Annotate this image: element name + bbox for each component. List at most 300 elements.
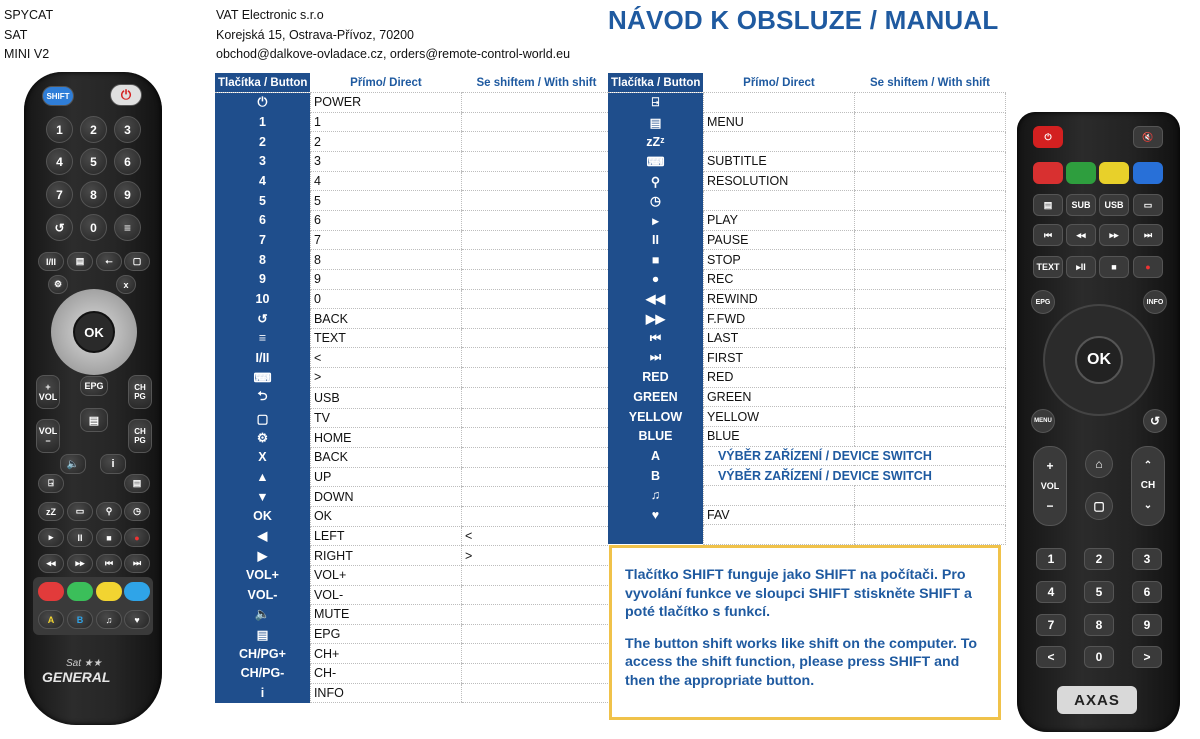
vol-label: VOL	[38, 426, 58, 436]
shift-cell	[854, 93, 1005, 113]
play-icon[interactable]: ▸	[38, 528, 64, 547]
vol-minus-button[interactable]	[36, 419, 60, 453]
button-key: X	[215, 448, 310, 468]
model-info	[4, 6, 53, 65]
direct-cell: PAUSE	[703, 230, 854, 250]
table-row	[215, 289, 611, 309]
shift-cell	[854, 269, 1005, 289]
shift-note	[609, 545, 1001, 720]
audio-icon[interactable]: I/II	[38, 252, 64, 271]
shift-cell	[854, 505, 1005, 525]
table-row	[215, 309, 611, 329]
direct-cell: F.FWD	[703, 309, 854, 329]
shift-cell	[854, 368, 1005, 388]
device-switch-cell: VÝBĚR ZAŘÍZENÍ / DEVICE SWITCH	[703, 466, 1005, 486]
usb-icon[interactable]: ⭠	[96, 252, 122, 271]
direct-cell: TEXT	[310, 328, 461, 348]
key-0[interactable]: 0	[80, 214, 107, 241]
menu-button[interactable]: MENU	[1031, 409, 1055, 433]
back-arrow-icon[interactable]: ↺	[1143, 409, 1167, 433]
record-icon[interactable]: ●	[124, 528, 150, 547]
table-row	[215, 269, 611, 289]
shift-cell	[461, 368, 611, 388]
stop-icon[interactable]: ■	[96, 528, 122, 547]
key-8[interactable]: 8	[80, 181, 107, 208]
vol-label: VOL	[1040, 481, 1060, 491]
key-4[interactable]: 4	[1036, 581, 1066, 603]
subtitle-icon[interactable]: ▭	[1133, 194, 1163, 216]
company-name: VAT Electronic s.r.o	[216, 8, 324, 22]
direct-cell: 5	[310, 191, 461, 211]
clock-icon[interactable]: ◷	[124, 502, 150, 521]
remote-general	[24, 72, 162, 725]
shift-cell	[461, 269, 611, 289]
model-line-2: SAT	[4, 27, 28, 42]
tv-radio-icon: ▢	[215, 408, 310, 428]
tv-icon[interactable]: ▢	[1085, 492, 1113, 520]
direct-cell: REC	[703, 269, 854, 289]
direct-cell: USB	[310, 387, 461, 408]
direct-cell: BACK	[310, 309, 461, 329]
company-email[interactable]: obchod@dalkove-ovladace.cz, orders@remote-control-world.eu	[216, 47, 571, 61]
blue-button[interactable]	[124, 582, 150, 601]
direct-cell: SUBTITLE	[703, 152, 854, 172]
direct-cell	[703, 132, 854, 152]
subtitle-icon[interactable]: ▭	[67, 502, 93, 521]
epg-icon[interactable]: ▤	[80, 408, 108, 432]
rewind-icon[interactable]: ◂◂	[1066, 224, 1096, 246]
shift-cell	[461, 448, 611, 468]
button-key: 8	[215, 250, 310, 270]
direct-cell: YELLOW	[703, 407, 854, 427]
shift-cell	[854, 328, 1005, 348]
direct-cell: 7	[310, 230, 461, 250]
ch-up-button[interactable]: CH PG	[128, 375, 152, 409]
epg-icon: ▤	[215, 624, 310, 644]
table-row	[608, 171, 1005, 191]
shift-cell	[854, 427, 1005, 447]
key-2[interactable]: 2	[1084, 548, 1114, 570]
direct-cell: LEFT	[310, 526, 461, 546]
table-row	[608, 191, 1005, 211]
table-row	[608, 407, 1005, 427]
table-row	[608, 485, 1005, 505]
key-6[interactable]: 6	[114, 148, 141, 175]
yellow-button[interactable]	[96, 582, 122, 601]
vol-minus-glyph: −	[45, 436, 51, 446]
ch-label: CH	[1140, 480, 1156, 491]
table-row	[215, 428, 611, 448]
shift-cell	[854, 387, 1005, 407]
key-left[interactable]: <	[1036, 646, 1066, 668]
info-button[interactable]: INFO	[1143, 290, 1167, 314]
shift-cell	[854, 112, 1005, 132]
record-icon[interactable]: ●	[1133, 256, 1163, 278]
menu-icon[interactable]: ▤	[124, 474, 150, 493]
direct-cell: RED	[703, 368, 854, 388]
sleep-icon[interactable]: zZ	[38, 502, 64, 521]
button-key: CH/PG+	[215, 644, 310, 664]
direct-cell: EPG	[310, 624, 461, 644]
vol-rocker[interactable]	[1033, 446, 1067, 526]
button-key: GREEN	[608, 387, 703, 407]
direct-cell: 0	[310, 289, 461, 309]
shift-cell	[854, 525, 1005, 545]
key-6[interactable]: 6	[1132, 581, 1162, 603]
button-key: i	[215, 683, 310, 703]
direct-cell: 3	[310, 152, 461, 172]
table-row	[215, 230, 611, 250]
vol-plus-glyph: +	[1046, 459, 1054, 473]
table-row	[608, 93, 1005, 113]
shift-cell	[461, 387, 611, 408]
nav-ring[interactable]	[51, 289, 137, 375]
epg-button[interactable]: EPG	[80, 376, 108, 396]
key-1[interactable]: 1	[46, 116, 73, 143]
table-row	[608, 269, 1005, 289]
table-row	[215, 605, 611, 625]
shift-cell	[854, 230, 1005, 250]
vol-label: VOL	[38, 392, 58, 402]
text-menu-icon: ≡	[215, 328, 310, 348]
table-row	[215, 348, 611, 368]
green-button[interactable]	[1066, 162, 1096, 184]
direct-cell: CH+	[310, 644, 461, 664]
shift-cell	[854, 407, 1005, 427]
shift-cell	[461, 664, 611, 684]
key-0[interactable]: 0	[1084, 646, 1114, 668]
info-button[interactable]: i	[100, 454, 126, 474]
vol-plus-button[interactable]	[36, 375, 60, 409]
ch-down-icon: ⌄	[1143, 500, 1153, 511]
power-icon[interactable]: ⏻	[1033, 126, 1063, 148]
shift-cell	[461, 348, 611, 368]
shift-cell	[461, 467, 611, 487]
col-header-button: Tlačítka / Button	[608, 73, 703, 93]
key-a[interactable]: A	[38, 610, 64, 629]
col-header-button: Tlačítka / Button	[215, 73, 310, 93]
key-7[interactable]: 7	[46, 181, 73, 208]
key-b[interactable]: B	[67, 610, 93, 629]
table-row	[215, 467, 611, 487]
direct-cell: <	[310, 348, 461, 368]
brand-logo	[42, 658, 110, 685]
blue-button[interactable]	[1133, 162, 1163, 184]
direct-cell: >	[310, 368, 461, 388]
music-icon: ♫	[608, 485, 703, 505]
shift-cell	[461, 171, 611, 191]
gear-icon[interactable]: ⚙	[48, 275, 68, 294]
shift-cell	[461, 191, 611, 211]
power-icon: ⏻	[215, 93, 310, 113]
button-table-left	[215, 73, 612, 703]
key-9[interactable]: 9	[1132, 614, 1162, 636]
table-row	[608, 328, 1005, 348]
direct-cell: LAST	[703, 328, 854, 348]
shift-cell	[461, 683, 611, 703]
direct-cell: 9	[310, 269, 461, 289]
heart-icon: ♥	[608, 505, 703, 525]
yellow-button[interactable]	[1099, 162, 1129, 184]
mute-icon[interactable]: 🔈	[60, 454, 86, 474]
left-icon: ◀	[215, 526, 310, 546]
brand-sub: Sat ★★	[66, 658, 102, 669]
mute-icon[interactable]: 🔇	[1133, 126, 1163, 148]
key-5[interactable]: 5	[1084, 581, 1114, 603]
shift-cell	[461, 309, 611, 329]
table-row	[215, 132, 611, 152]
red-button[interactable]	[38, 582, 64, 601]
table-row	[215, 448, 611, 468]
table-row	[215, 250, 611, 270]
next-icon[interactable]: ⏭	[124, 554, 150, 573]
power-icon[interactable]: ⏻	[110, 84, 142, 106]
direct-cell: DOWN	[310, 487, 461, 507]
sleep-icon: zZᶻ	[608, 132, 703, 152]
fast-forward-icon[interactable]: ▸▸	[67, 554, 93, 573]
shift-cell	[461, 132, 611, 152]
heart-icon[interactable]: ♥	[124, 610, 150, 629]
down-icon: ▼	[215, 487, 310, 507]
shift-cell	[461, 250, 611, 270]
button-key: CH/PG-	[215, 664, 310, 684]
sub-button[interactable]: SUB	[1066, 194, 1096, 216]
shift-cell	[461, 93, 611, 113]
ch-rocker[interactable]	[1131, 446, 1165, 526]
table-row	[608, 348, 1005, 368]
rewind-icon: ◀◀	[608, 289, 703, 309]
table-row	[608, 466, 1005, 486]
input-icon: ⍈	[608, 93, 703, 113]
direct-cell: POWER	[310, 93, 461, 113]
key-2[interactable]: 2	[80, 116, 107, 143]
ch-down-button[interactable]: CH PG	[128, 419, 152, 453]
pause-icon[interactable]: II	[67, 528, 93, 547]
shift-cell	[461, 289, 611, 309]
button-key: 7	[215, 230, 310, 250]
direct-cell: REWIND	[703, 289, 854, 309]
audio-icon: I/II	[215, 348, 310, 368]
menu-icon: ▤	[608, 112, 703, 132]
shift-cell	[854, 250, 1005, 270]
rewind-icon[interactable]: ◂◂	[38, 554, 64, 573]
direct-cell: MUTE	[310, 605, 461, 625]
ok-button[interactable]: OK	[73, 311, 115, 353]
usb-button[interactable]: USB	[1099, 194, 1129, 216]
exit-button[interactable]: x	[116, 275, 136, 294]
table-row	[608, 446, 1005, 466]
shift-cell	[854, 348, 1005, 368]
fast-forward-icon: ▶▶	[608, 309, 703, 329]
play-icon: ▸	[608, 210, 703, 230]
epg-button[interactable]: EPG	[1031, 290, 1055, 314]
button-key: 3	[215, 152, 310, 172]
button-key: VOL+	[215, 565, 310, 585]
table-row	[215, 546, 611, 566]
shift-cell: >	[461, 546, 611, 566]
direct-cell: FAV	[703, 505, 854, 525]
tv-radio-icon[interactable]: ▢	[124, 252, 150, 271]
ok-button[interactable]: OK	[1075, 336, 1123, 384]
next-icon: ⏭	[608, 348, 703, 368]
shift-cell	[854, 152, 1005, 172]
key-9[interactable]: 9	[114, 181, 141, 208]
table-row	[608, 289, 1005, 309]
stop-icon: ■	[608, 250, 703, 270]
direct-cell: GREEN	[703, 387, 854, 407]
ch-up-icon: ⌃	[1143, 460, 1153, 471]
table-row	[215, 565, 611, 585]
table-row	[215, 526, 611, 546]
pause-icon: II	[608, 230, 703, 250]
direct-cell: BLUE	[703, 427, 854, 447]
fast-forward-icon[interactable]: ▸▸	[1099, 224, 1129, 246]
text-button[interactable]: TEXT	[1033, 256, 1063, 278]
direct-cell: VOL+	[310, 565, 461, 585]
shift-cell	[461, 644, 611, 664]
key-8[interactable]: 8	[1084, 614, 1114, 636]
button-key: 5	[215, 191, 310, 211]
page-title: NÁVOD K OBSLUZE / MANUAL	[608, 5, 999, 35]
table-row	[608, 387, 1005, 407]
table-row	[608, 309, 1005, 329]
table-row	[215, 191, 611, 211]
previous-icon: ⏮	[608, 328, 703, 348]
mute-icon: 🔈	[215, 605, 310, 625]
table-row	[215, 506, 611, 526]
button-key: OK	[215, 506, 310, 526]
company-address: Korejská 15, Ostrava-Přívoz, 70200	[216, 27, 415, 42]
key-1[interactable]: 1	[1036, 548, 1066, 570]
menu-icon[interactable]: ▤	[1033, 194, 1063, 216]
button-key: 1	[215, 112, 310, 132]
direct-cell: MENU	[703, 112, 854, 132]
button-key: 10	[215, 289, 310, 309]
direct-cell: RESOLUTION	[703, 171, 854, 191]
shift-note-en: The button shift works like shift on the computer. To access the shift function, please press SHIFT and then the appropriate button.	[625, 635, 978, 689]
vol-minus-glyph: −	[1046, 499, 1054, 513]
input-icon[interactable]: ⍈	[38, 474, 64, 493]
next-icon[interactable]: ⏭	[1133, 224, 1163, 246]
clock-icon: ◷	[608, 191, 703, 211]
subtitle-icon[interactable]: ▤	[67, 252, 93, 271]
table-row	[215, 171, 611, 191]
key-5[interactable]: 5	[80, 148, 107, 175]
shift-cell	[461, 210, 611, 230]
direct-cell	[703, 485, 854, 505]
table-row	[215, 585, 611, 605]
company-info	[216, 6, 570, 65]
button-key: 9	[215, 269, 310, 289]
direct-cell: BACK	[310, 448, 461, 468]
key-right[interactable]: >	[1132, 646, 1162, 668]
brand-name: GENERAL	[42, 669, 111, 685]
table-row	[215, 93, 611, 113]
previous-icon[interactable]: ⏮	[96, 554, 122, 573]
table-row	[608, 525, 1005, 545]
shift-cell	[461, 487, 611, 507]
button-key: YELLOW	[608, 407, 703, 427]
shift-cell	[854, 289, 1005, 309]
button-key: B	[608, 466, 703, 486]
text-menu-icon[interactable]: ≡	[114, 214, 141, 241]
table-row	[608, 505, 1005, 525]
button-key: RED	[608, 368, 703, 388]
remote-axas	[1017, 112, 1180, 732]
button-key: 6	[215, 210, 310, 230]
back-arrow-icon[interactable]: ↺	[46, 214, 73, 241]
key-3[interactable]: 3	[1132, 548, 1162, 570]
green-button[interactable]	[67, 582, 93, 601]
vol-plus-glyph: +	[45, 382, 51, 392]
shift-cell	[461, 605, 611, 625]
stop-icon[interactable]: ■	[1099, 256, 1129, 278]
shift-cell	[854, 171, 1005, 191]
brand-logo: AXAS	[1057, 686, 1137, 714]
direct-cell: UP	[310, 467, 461, 487]
gear-icon: ⚙	[215, 428, 310, 448]
shift-cell	[854, 132, 1005, 152]
play-pause-icon[interactable]: ▸II	[1066, 256, 1096, 278]
shift-cell	[461, 112, 611, 132]
shift-cell: <	[461, 526, 611, 546]
table-row	[215, 210, 611, 230]
button-key: VOL-	[215, 585, 310, 605]
nav-ring[interactable]	[1043, 304, 1155, 416]
subtitle-icon: ⌨	[608, 152, 703, 172]
table-row	[608, 368, 1005, 388]
key-7[interactable]: 7	[1036, 614, 1066, 636]
red-button[interactable]	[1033, 162, 1063, 184]
direct-cell: 4	[310, 171, 461, 191]
shift-cell	[461, 230, 611, 250]
direct-cell: 2	[310, 132, 461, 152]
direct-cell: 1	[310, 112, 461, 132]
back-arrow-icon: ↺	[215, 309, 310, 329]
button-key: 2	[215, 132, 310, 152]
key-4[interactable]: 4	[46, 148, 73, 175]
home-icon[interactable]: ⌂	[1085, 450, 1113, 478]
direct-cell: TV	[310, 408, 461, 428]
table-row	[215, 624, 611, 644]
table-row	[215, 487, 611, 507]
direct-cell: OK	[310, 506, 461, 526]
right-icon: ▶	[215, 546, 310, 566]
shift-button[interactable]: SHIFT	[42, 86, 74, 106]
up-icon: ▲	[215, 467, 310, 487]
direct-cell: FIRST	[703, 348, 854, 368]
table-row	[215, 328, 611, 348]
table-row	[608, 152, 1005, 172]
previous-icon[interactable]: ⏮	[1033, 224, 1063, 246]
direct-cell	[703, 191, 854, 211]
shift-cell	[854, 309, 1005, 329]
direct-cell: PLAY	[703, 210, 854, 230]
col-header-direct: Přímo/ Direct	[310, 73, 461, 93]
usb-icon: ⮌	[215, 387, 310, 408]
key-3[interactable]: 3	[114, 116, 141, 143]
table-row	[608, 210, 1005, 230]
zoom-icon[interactable]: ⚲	[96, 502, 122, 521]
music-icon[interactable]: ♫	[96, 610, 122, 629]
record-icon: ●	[608, 269, 703, 289]
shift-cell	[461, 585, 611, 605]
model-line-3: MINI V2	[4, 47, 50, 61]
table-row	[215, 664, 611, 684]
col-header-shift: Se shiftem / With shift	[854, 73, 1005, 93]
table-row	[215, 387, 611, 408]
subtitle-icon: ⌨	[215, 368, 310, 388]
